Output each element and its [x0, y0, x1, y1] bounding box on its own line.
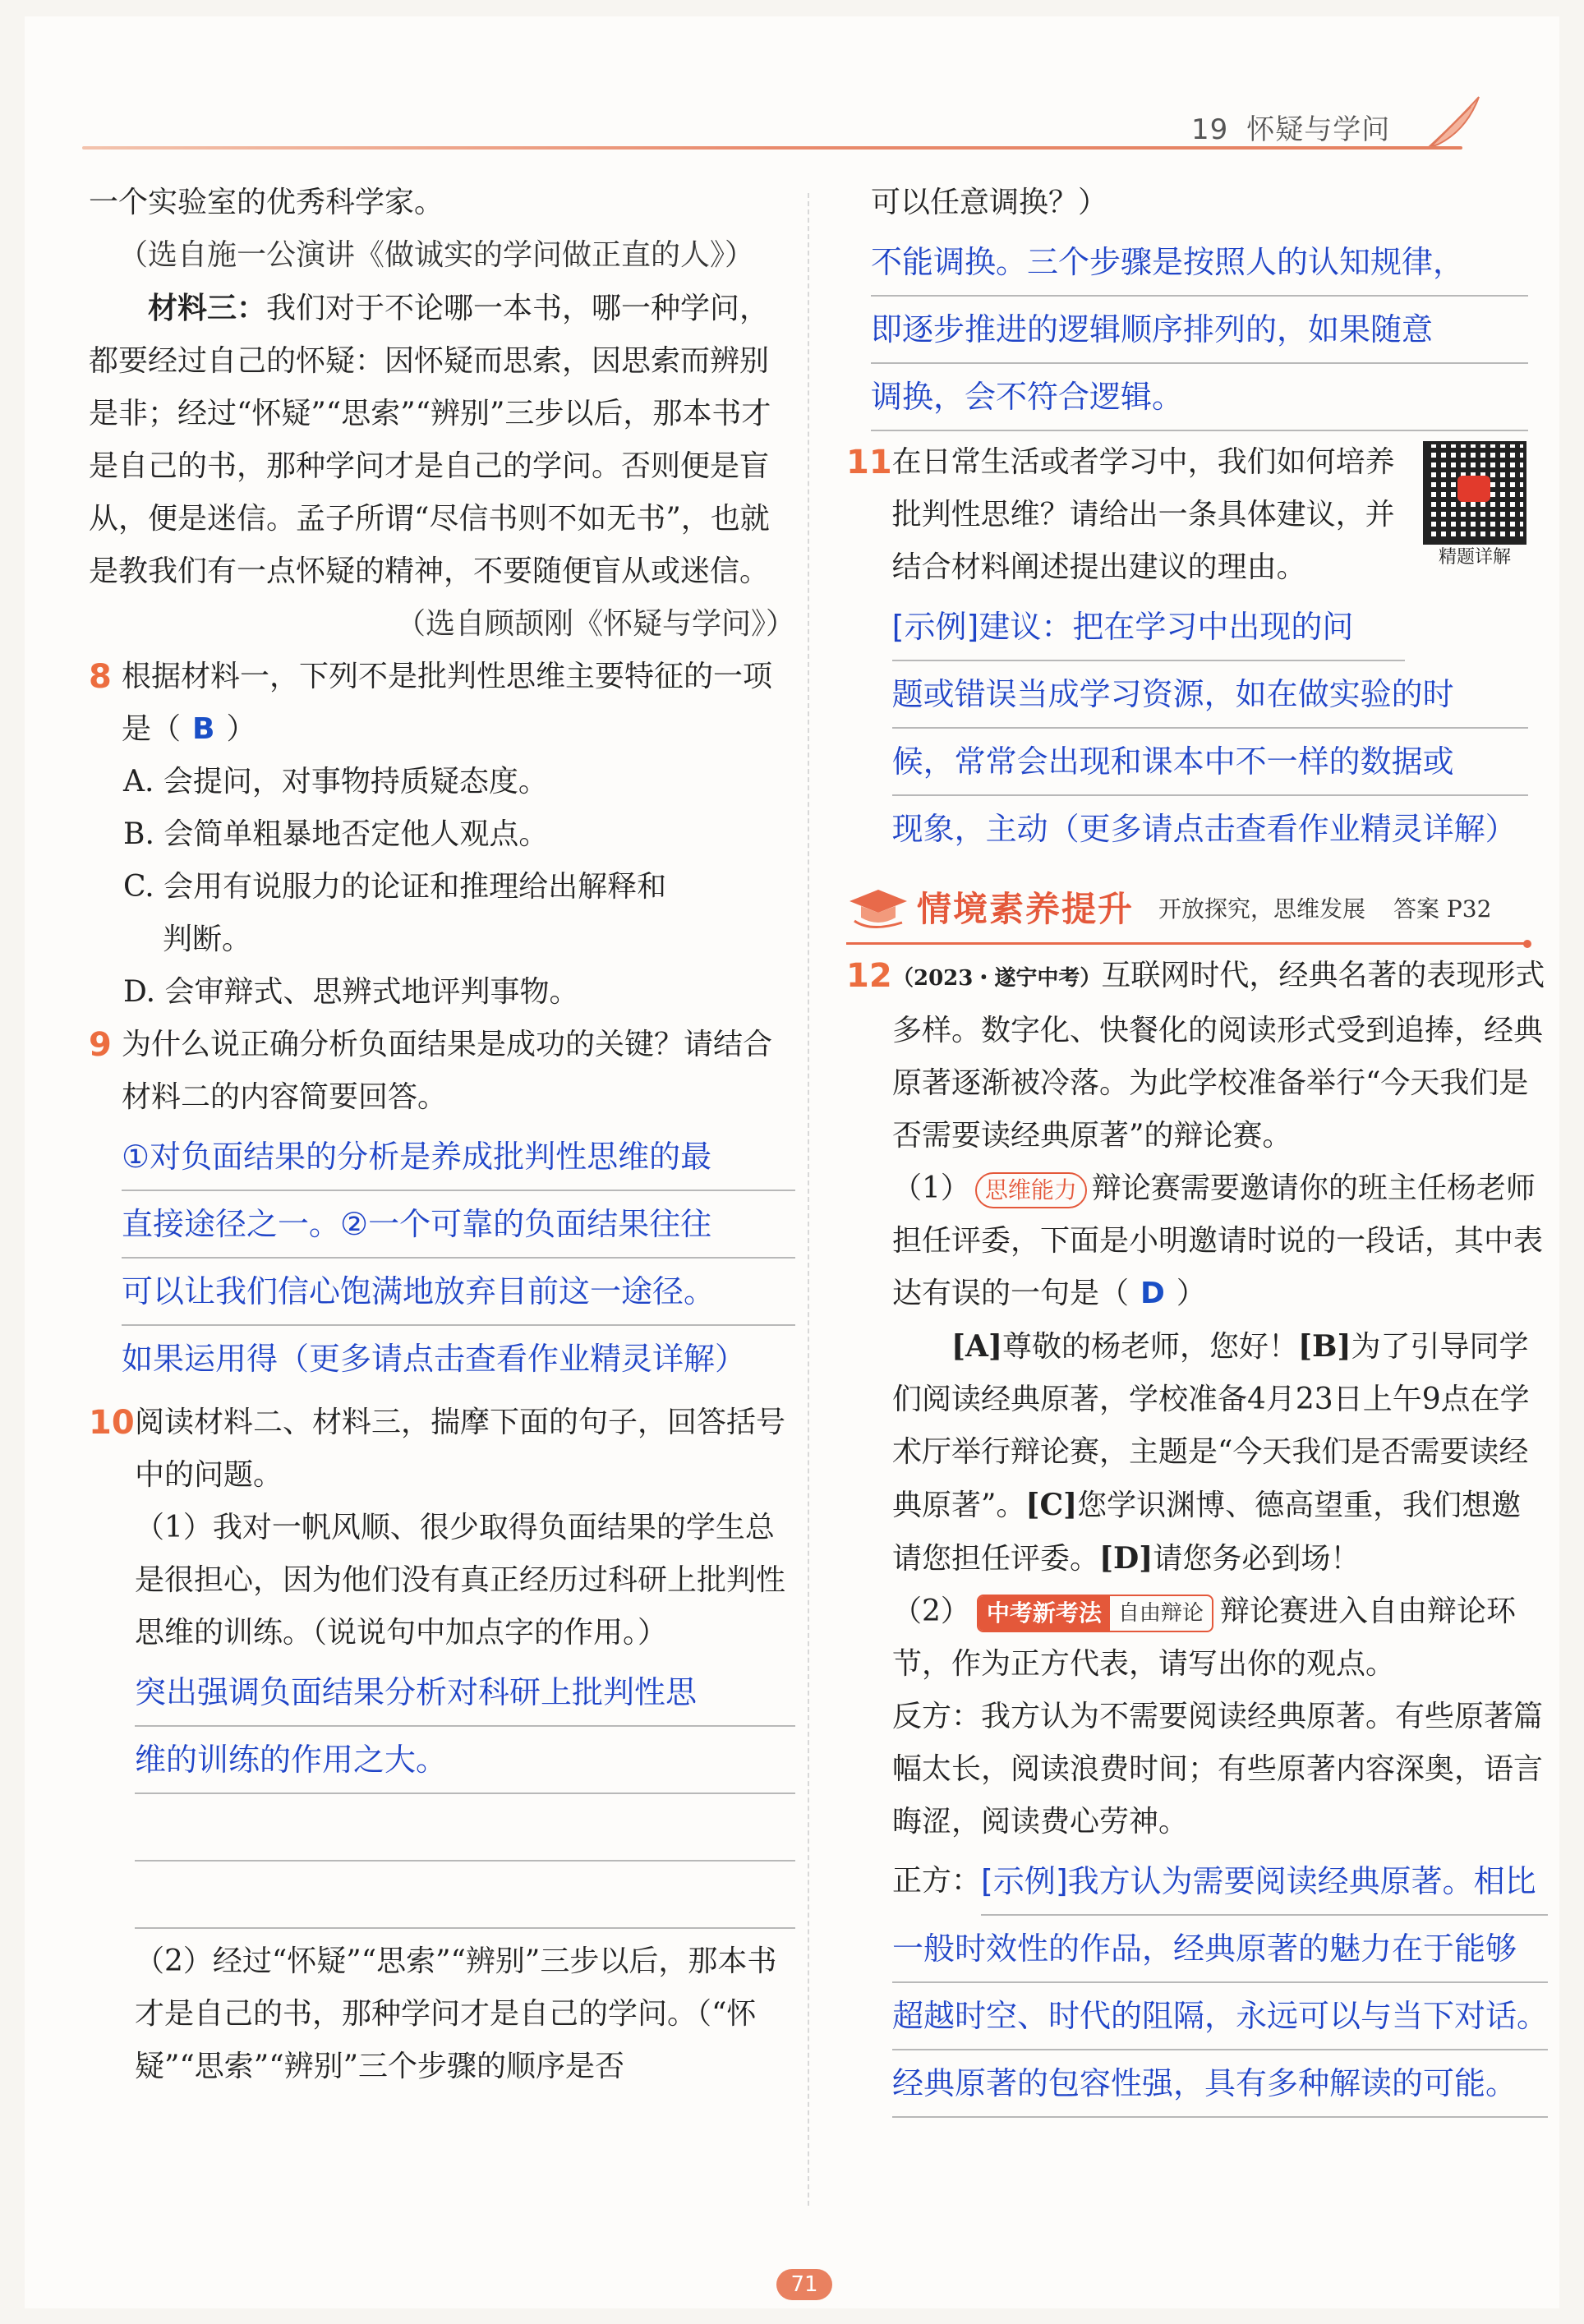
option-d: D. 会审辩式、思辨式地评判事物。 — [123, 975, 579, 1009]
material-3-label: 材料三： — [148, 291, 267, 325]
section-dot — [1523, 940, 1531, 948]
answer-line: 不能调换。三个步骤是按照人的认知规律， — [871, 229, 1528, 297]
answer-line: 题或错误当成学习资源，如在做实验的时 — [892, 661, 1528, 729]
material-3 — [89, 282, 795, 598]
question-8 — [89, 651, 795, 756]
answer-line: 即逐步推进的逻辑顺序排列的，如果随意 — [871, 297, 1528, 364]
question-10 — [89, 1397, 795, 2093]
header-rule — [82, 146, 1462, 150]
answer-line: [示例]我方认为需要阅读经典原著。相比 — [981, 1848, 1548, 1916]
blank-line — [135, 1794, 795, 1862]
question-12-tag: （2023・遂宁中考） — [892, 966, 1102, 991]
skill-badge: 思维能力 — [975, 1172, 1087, 1208]
question-10-stem: 阅读材料二、材料三，揣摩下面的句子，回答括号中的问题。 — [135, 1406, 786, 1492]
invitation-passage: [A]尊敬的杨老师，您好！[B]为了引导同学们阅读经典原著，学校准备4月23日上午9点在学术厅举行辩论赛，主题是“今天我们是否需要读经典原著”。[C]您学识渊博、德高望重，我们想邀请您担任评委。[D]请您务必到场！ — [892, 1329, 1530, 1576]
question-11 — [846, 436, 1528, 862]
answer-line: 如果运用得（更多请点击查看作业精灵详解） — [122, 1341, 747, 1377]
answer-line: 候，常常会出现和课本中不一样的数据或 — [892, 729, 1528, 796]
question-8-stem: 根据材料一，下列不是批判性思维主要特征的一项是（ B ） — [122, 660, 773, 746]
question-9-answer — [89, 1124, 795, 1392]
question-12-answer: D — [1140, 1277, 1165, 1310]
answer-line: 超越时空、时代的阻隔，永远可以与当下对话。 — [892, 1983, 1548, 2050]
pro-label: 正方： — [892, 1864, 982, 1898]
graduation-cap-icon — [846, 885, 910, 934]
question-10-sub2: （2）经过“怀疑”“思索”“辨别”三步以后，那本书才是自己的书，那种学问才是自己的学问。（“怀疑”“思索”“辨别”三个步骤的顺序是否 — [135, 1944, 777, 2083]
question-12-sub1: （1） 思维能力 辩论赛需要邀请你的班主任杨老师担任评委，下面是小明邀请时说的一段话，其中表达有误的一句是（ D ） — [892, 1171, 1544, 1310]
left-column — [89, 177, 795, 2093]
page-number: 71 — [776, 2269, 832, 2300]
question-9-number: 9 — [89, 1026, 112, 1064]
question-10-cont: 可以任意调换？） — [871, 186, 1108, 219]
answer-line: 现象，主动（更多请点击查看作业精灵详解） — [891, 811, 1517, 847]
answer-line: ①对负面结果的分析是养成批判性思维的最 — [122, 1124, 795, 1191]
pro-answer — [892, 1848, 1548, 1916]
question-12-stem: （2023・遂宁中考）互联网时代，经典名著的表现形式多样。数字化、快餐化的阅读形式受到追捧，经典原著逐渐被冷落。为此学校准备举行“今天我们是否需要读经典原著”的辩论赛。 — [892, 959, 1545, 1153]
question-8-number: 8 — [89, 658, 112, 696]
qr-code[interactable] — [1421, 441, 1528, 571]
opponent-view: 反方：我方认为不需要阅读经典原著。有些原著篇幅太长，阅读浪费时间；有些原著内容深奥，语言晦涩，阅读费心劳神。 — [892, 1700, 1544, 1838]
new-exam-badge: 中考新考法 自由辩论 — [977, 1595, 1213, 1632]
material-3-text: 我们对于不论哪一本书，哪一种学问，都要经过自己的怀疑：因怀疑而思索，因思索而辨别是非；经过“怀疑”“思索”“辨别”三步以后，那本书才是自己的书，那种学问才是自己的学问。否则便是盲从，便是迷信。孟子所谓“尽信书则不如无书”，也就是教我们有一点怀疑的精神，不要随便盲从或迷信。 — [89, 292, 771, 588]
section-answer-ref: 答案 P32 — [1393, 895, 1492, 923]
question-12-sub2: （2） 中考新考法 自由辩论 辩论赛进入自由辩论环节，作为正方代表，请写出你的观点。 — [892, 1595, 1516, 1681]
question-8-answer: B — [192, 712, 215, 746]
option-a: A. 会提问，对事物持质疑态度。 — [123, 765, 548, 798]
lesson-number: 19 — [1191, 113, 1229, 146]
right-column — [846, 177, 1549, 2118]
question-10-sub2-answer — [846, 229, 1528, 431]
answer-line: [示例]建议：把在学习中出现的问 — [892, 594, 1405, 661]
lesson-title: 怀疑与学问 — [1246, 113, 1391, 146]
page — [25, 16, 1559, 2308]
source-1: （选自施一公演讲《做诚实的学问做正直的人》） — [118, 238, 755, 272]
question-9-stem: 为什么说正确分析负面结果是成功的关键？请结合材料二的内容简要回答。 — [122, 1028, 773, 1114]
question-12 — [846, 950, 1549, 2118]
section-header — [846, 877, 1528, 945]
question-10-number: 10 — [89, 1404, 135, 1442]
blank-line — [135, 1862, 795, 1929]
question-9 — [89, 1019, 795, 1124]
column-divider — [808, 193, 809, 2206]
option-c-cont: 判断。 — [163, 923, 252, 956]
qr-code-image[interactable] — [1423, 441, 1526, 545]
answer-line: 维的训练的作用之大。 — [135, 1727, 795, 1794]
answer-line: 调换，会不符合逻辑。 — [871, 364, 1528, 431]
answer-line: 可以让我们信心饱满地放弃目前这一途径。 — [122, 1259, 795, 1326]
section-subtitle: 开放探究，思维发展 — [1158, 895, 1366, 923]
question-11-number: 11 — [846, 444, 892, 481]
question-12-number: 12 — [846, 957, 892, 995]
answer-line: 突出强调负面结果分析对科研上批判性思 — [135, 1659, 795, 1727]
answer-line: 一般时效性的作品，经典原著的魅力在于能够 — [892, 1916, 1548, 1983]
question-11-stem: 在日常生活或者学习中，我们如何培养批判性思维？请给出一条具体建议，并结合材料阐述提出建议的理由。 — [891, 445, 1395, 584]
option-c: C. 会用有说服力的论证和推理给出解释和 — [123, 870, 667, 904]
header-title — [1191, 107, 1390, 147]
section-title: 情境素养提升 — [917, 889, 1135, 929]
answer-line: 经典原著的包容性强，具有多种解读的可能。 — [892, 2050, 1548, 2118]
source-2: （选自顾颉刚《怀疑与学问》） — [395, 607, 795, 641]
option-b: B. 会简单粗暴地否定他人观点。 — [123, 817, 549, 851]
intro-line: 一个实验室的优秀科学家。 — [89, 186, 444, 219]
question-10-sub1: （1）我对一帆风顺、很少取得负面结果的学生总是很担心，因为他们没有真正经历过科研上批判性思维的训练。（说说句中加点字的作用。） — [135, 1511, 786, 1650]
qr-label: 精题详解 — [1438, 547, 1511, 568]
answer-line: 直接途径之一。②一个可靠的负面结果往往 — [122, 1191, 795, 1259]
